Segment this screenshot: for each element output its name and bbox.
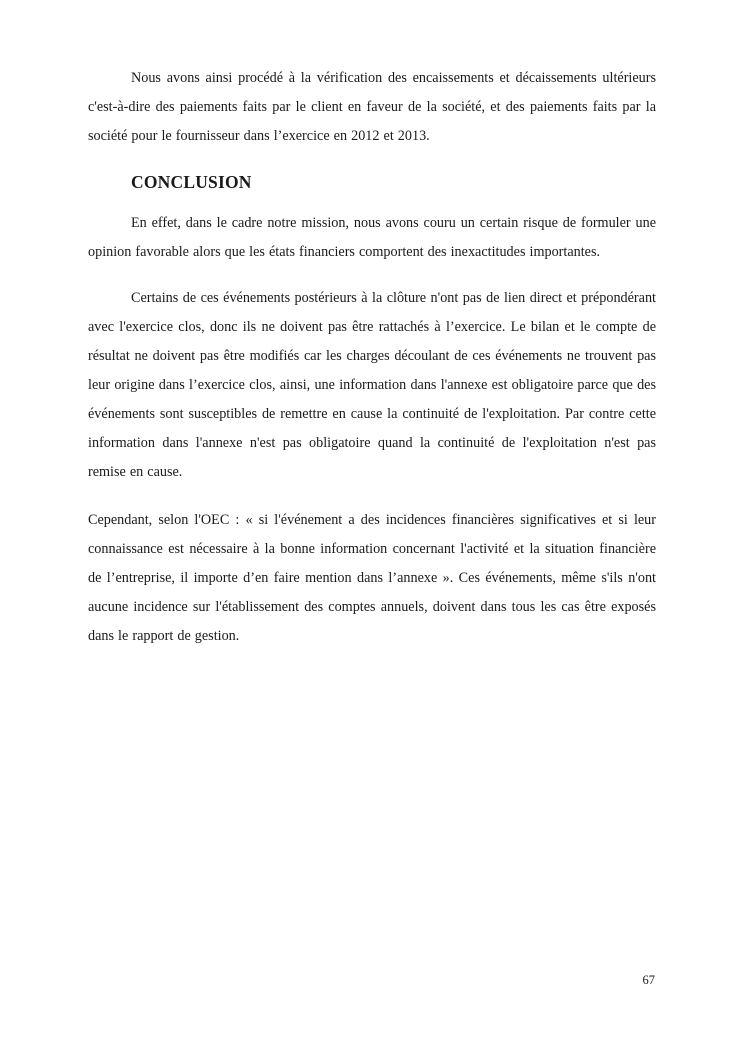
- section-heading-conclusion: CONCLUSION: [131, 172, 252, 192]
- paragraph-oec-quote: Cependant, selon l'OEC : « si l'événement a des incidences financières significatives et si leur connaissance est nécessaire à la bonne information concernant l'activité et la situation financière de l’entreprise, il importe d’en faire mention dans l’annexe ». Ces événements, même s'ils n'ont aucune incidence sur l'établissement des comptes annuels, doivent dans tous les cas être exposés dans le rapport de gestion.: [88, 512, 656, 644]
- paragraph-risk: En effet, dans le cadre notre mission, nous avons couru un certain risque de formuler une opinion favorable alors que les états financiers comportent des inexactitudes importantes.: [88, 215, 656, 260]
- page-number: 67: [642, 973, 655, 987]
- paragraph-subsequent-events: Certains de ces événements postérieurs à la clôture n'ont pas de lien direct et prépondérant avec l'exercice clos, donc ils ne doivent pas être rattachés à l’exercice. Le bilan et le compte de résultat ne doivent pas être modifiés car les charges découlant de ces événements ne trouvent pas leur origine dans l’exercice clos, ainsi, une information dans l'annexe est obligatoire parce que des événements sont susceptibles de remettre en cause la continuité de l'exploitation. Par contre cette information dans l'annexe n'est pas obligatoire quand la continuité de l'exploitation n'est pas remise en cause.: [88, 290, 656, 480]
- paragraph-verification: Nous avons ainsi procédé à la vérification des encaissements et décaissements ultérieurs c'est-à-dire des paiements faits par le client en faveur de la société, et des paiements faits par la société pour le fournisseur dans l’exercice en 2012 et 2013.: [88, 70, 656, 144]
- page-content: [88, 64, 656, 651]
